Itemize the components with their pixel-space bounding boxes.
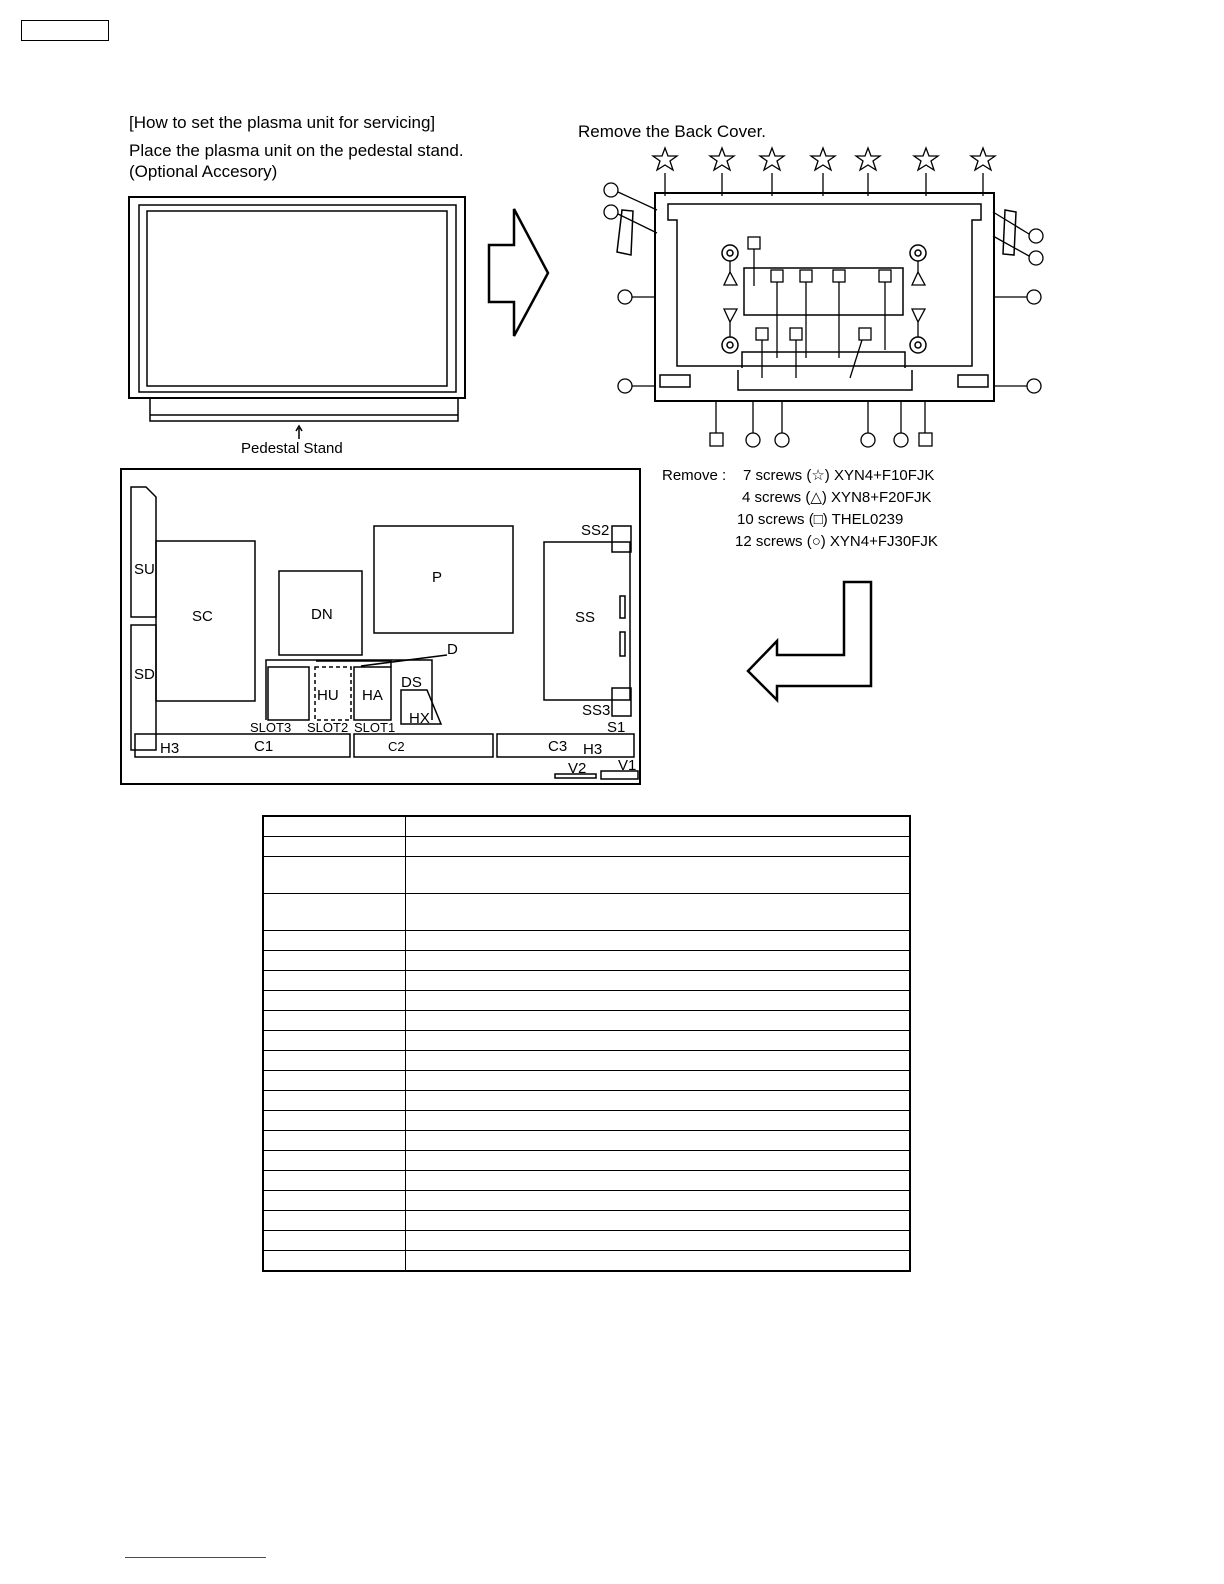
table-cell-description (406, 1091, 911, 1111)
table-row (263, 1211, 910, 1231)
triangle-symbol: △ (810, 489, 822, 506)
table-row (263, 1091, 910, 1111)
table-cell-description (406, 1151, 911, 1171)
svg-text:H3: H3 (583, 741, 603, 758)
screw-part: ) THEL0239 (822, 511, 904, 528)
table-cell-description (406, 991, 911, 1011)
table-cell-description (406, 971, 911, 991)
svg-text:HU: HU (317, 687, 339, 704)
table-row (263, 951, 910, 971)
table-row (263, 991, 910, 1011)
right-arrow-icon (489, 209, 548, 336)
table-cell-description (406, 1071, 911, 1091)
svg-text:SS: SS (575, 609, 596, 626)
footer-link-underline[interactable] (125, 1557, 266, 1558)
svg-text:H3: H3 (160, 740, 180, 757)
table-cell-board (263, 1131, 406, 1151)
svg-text:V2: V2 (568, 760, 587, 777)
svg-text:SU: SU (134, 561, 155, 578)
svg-text:P: P (432, 569, 443, 586)
svg-text:C3: C3 (548, 738, 568, 755)
table-cell-board (263, 991, 406, 1011)
table-cell-description (406, 894, 911, 931)
table-row (263, 816, 910, 837)
table-row (263, 1031, 910, 1051)
screw-part: ) XYN8+F20FJK (821, 489, 932, 506)
board-layout-diagram (121, 469, 640, 784)
screw-qty: 4 screws ( (742, 489, 811, 506)
screw-part: ) XYN4+FJ30FJK (820, 533, 938, 550)
svg-text:SS3: SS3 (582, 702, 611, 719)
table-row (263, 857, 910, 894)
screw-qty: 12 screws ( (735, 533, 812, 550)
parts-table (262, 815, 911, 1272)
table-row (263, 971, 910, 991)
pedestal-stand-label: Pedestal Stand (241, 440, 343, 457)
service-line-2: (Optional Accesory) (129, 162, 278, 181)
service-line-1: Place the plasma unit on the pedestal stand. (129, 141, 464, 160)
star-screw-icons (653, 148, 995, 196)
svg-text:SD: SD (134, 666, 155, 683)
table-row (263, 1071, 910, 1091)
star-symbol: ☆ (811, 467, 825, 484)
table-cell-board (263, 1111, 406, 1131)
table-cell-description (406, 1051, 911, 1071)
table-row (263, 1251, 910, 1272)
table-cell-description (406, 1191, 911, 1211)
table-row (263, 1011, 910, 1031)
table-cell-board (263, 837, 406, 857)
svg-text:SS2: SS2 (581, 522, 610, 539)
table-cell-board (263, 1151, 406, 1171)
table-cell-board (263, 1011, 406, 1031)
svg-text:S1: S1 (607, 719, 626, 736)
table-cell-description (406, 951, 911, 971)
svg-text:SLOT2: SLOT2 (307, 720, 349, 735)
table-cell-description (406, 1031, 911, 1051)
table-cell-board (263, 971, 406, 991)
table-cell-board (263, 1051, 406, 1071)
back-cover-heading: Remove the Back Cover. (578, 122, 767, 141)
table-cell-board (263, 1251, 406, 1272)
svg-text:HA: HA (362, 687, 383, 704)
svg-text:SC: SC (192, 608, 213, 625)
table-row (263, 1111, 910, 1131)
circle-symbol: ○ (811, 533, 821, 550)
svg-text:SLOT1: SLOT1 (354, 720, 396, 735)
service-heading: [How to set the plasma unit for servicing] (129, 113, 436, 132)
svg-text:HX: HX (409, 710, 430, 727)
svg-text:D: D (447, 641, 458, 658)
table-cell-board (263, 1071, 406, 1091)
table-row (263, 1171, 910, 1191)
table-cell-board (263, 931, 406, 951)
plasma-front-illustration (129, 197, 465, 439)
table-cell-description (406, 931, 911, 951)
table-cell-board (263, 1091, 406, 1111)
table-row (263, 1131, 910, 1151)
svg-text:C1: C1 (254, 738, 274, 755)
svg-text:V1: V1 (618, 757, 637, 774)
table-row (263, 1151, 910, 1171)
table-row (263, 1231, 910, 1251)
svg-text:SLOT3: SLOT3 (250, 720, 292, 735)
table-cell-board (263, 1211, 406, 1231)
board-labels (134, 522, 636, 777)
table-cell-board (263, 1231, 406, 1251)
table-row (263, 837, 910, 857)
table-cell-board (263, 1191, 406, 1211)
remove-label: Remove : (662, 467, 727, 484)
return-arrow-icon (748, 582, 871, 700)
svg-text:DS: DS (401, 674, 422, 691)
table-cell-description (406, 816, 911, 837)
table-cell-board (263, 1171, 406, 1191)
table-cell-description (406, 837, 911, 857)
table-cell-description (406, 1211, 911, 1231)
table-row (263, 931, 910, 951)
table-cell-board (263, 857, 406, 894)
svg-text:DN: DN (311, 606, 333, 623)
back-cover-illustration (617, 193, 1016, 401)
table-cell-description (406, 1231, 911, 1251)
table-cell-description (406, 1011, 911, 1031)
table-cell-description (406, 1131, 911, 1151)
table-row (263, 1051, 910, 1071)
table-cell-board (263, 951, 406, 971)
svg-text:C2: C2 (388, 739, 405, 754)
screw-qty: 10 screws ( (737, 511, 814, 528)
screw-qty: 7 screws ( (743, 467, 812, 484)
screw-part: ) XYN4+F10FJK (824, 467, 935, 484)
table-cell-board (263, 894, 406, 931)
table-row (263, 1191, 910, 1211)
table-cell-description (406, 1111, 911, 1131)
table-row (263, 894, 910, 931)
table-cell-board (263, 816, 406, 837)
table-cell-description (406, 1171, 911, 1191)
table-cell-description (406, 1251, 911, 1272)
table-cell-description (406, 857, 911, 894)
square-symbol: □ (813, 511, 823, 528)
table-cell-board (263, 1031, 406, 1051)
